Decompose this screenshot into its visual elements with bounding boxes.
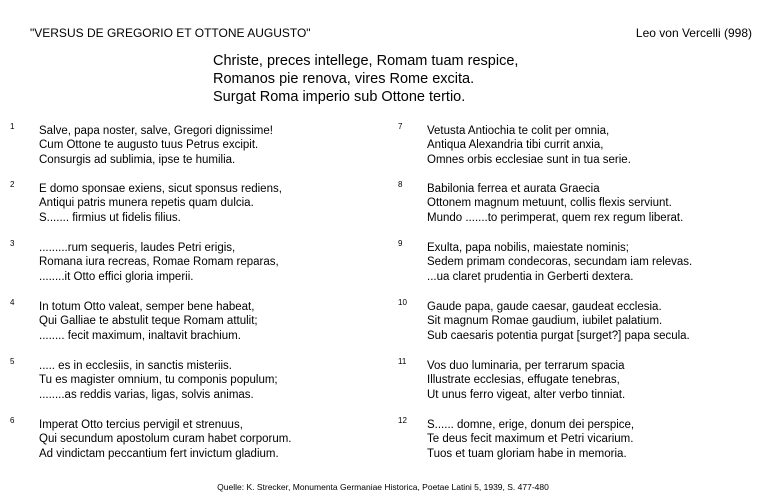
verse-line: Sub caesaris potentia purgat [surget?] papa secula. xyxy=(427,329,690,342)
verse-line: Tuos et tuam gloriam habe in memoria. xyxy=(427,447,627,460)
stanza-number: 6 xyxy=(10,416,15,425)
verse-line: Imperat Otto tercius pervigil et strenuus, xyxy=(39,419,243,431)
stanza-number: 8 xyxy=(398,180,403,189)
poem-title: "VERSUS DE GREGORIO ET OTTONE AUGUSTO" xyxy=(30,26,311,40)
stanza-number: 9 xyxy=(398,239,403,248)
source-citation: Quelle: K. Strecker, Monumenta Germaniae Historica, Poetae Latini 5, 1939, S. 477-480 xyxy=(217,482,549,492)
verse-line: Vetusta Antiochia te colit per omnia, xyxy=(427,125,610,137)
verse-line: .........rum sequeris, laudes Petri erigis, xyxy=(39,242,236,254)
verse-line: Te deus fecit maximum et Petri vicarium. xyxy=(427,433,634,446)
verse-line: Sedem primam condecoras, secundam iam relevas. xyxy=(427,256,693,269)
verse-line: Antiqui patris munera repetis quam dulcia. xyxy=(39,197,254,210)
verse-line: In totum Otto valeat, semper bene habeat, xyxy=(39,301,255,313)
stanza-number: 4 xyxy=(10,298,15,307)
verse-line: S....... firmius ut fidelis filius. xyxy=(39,211,181,224)
refrain xyxy=(213,52,518,106)
verse-line: Ut unus ferro vigeat, alter verbo tinniat. xyxy=(427,388,626,401)
verse-line: Cum Ottone te augusto tuus Petrus excipit. xyxy=(39,139,259,152)
verse-line: Ad vindictam peccantium fert invictum gladium. xyxy=(39,447,279,460)
stanza-number: 3 xyxy=(10,239,15,248)
refrain-line: Christe, preces intellege, Romam tuam respice, xyxy=(213,53,519,69)
verse-line: Salve, papa noster, salve, Gregori dignissime! xyxy=(39,125,273,137)
verse-line: Romana iura recreas, Romae Romam reparas, xyxy=(39,256,279,269)
verse-line: Ottonem magnum metuunt, collis flexis serviunt. xyxy=(427,197,672,210)
refrain-line: Romanos pie renova, vires Rome excita. xyxy=(213,71,475,87)
verse-line: ..... es in ecclesiis, in sanctis misteriis. xyxy=(39,360,232,372)
verse-line: Qui secundum apostolum curam habet corporum. xyxy=(39,433,292,446)
stanza-number: 1 xyxy=(10,122,15,131)
refrain-line: Surgat Roma imperio sub Ottone tertio. xyxy=(213,89,466,105)
verse-line: E domo sponsae exiens, sicut sponsus rediens, xyxy=(39,183,282,195)
verse-line: Exulta, papa nobilis, maiestate nominis; xyxy=(427,242,629,254)
verse-line: Antiqua Alexandria tibi currit anxia, xyxy=(427,139,604,152)
stanza-number: 11 xyxy=(398,357,407,366)
verse-line: Vos duo luminaria, per terrarum spacia xyxy=(427,360,625,372)
verse-line: ........as reddis varias, ligas, solvis animas. xyxy=(39,388,254,401)
verse-line: Mundo .......to perimperat, quem rex regum liberat. xyxy=(427,211,684,224)
verse-line: S...... domne, erige, donum dei perspice, xyxy=(427,419,635,431)
verse-line: Omnes orbis ecclesiae sunt in tua serie. xyxy=(427,153,631,166)
verse-line: ...ua claret prudentia in Gerberti dextera. xyxy=(427,270,634,283)
verse-line: Qui Galliae te abstulit teque Romam attulit; xyxy=(39,315,258,328)
stanza-number: 10 xyxy=(398,298,407,307)
verse-line: Consurgis ad sublimia, ipse te humilia. xyxy=(39,153,236,166)
verse-line: Babilonia ferrea et aurata Graecia xyxy=(427,183,600,195)
stanza-number: 2 xyxy=(10,180,15,189)
verse-line: ........ fecit maximum, inaltavit brachium. xyxy=(39,329,241,342)
verse-line: Illustrate ecclesias, effugate tenebras, xyxy=(427,374,620,387)
poem-author: Leo von Vercelli (998) xyxy=(635,26,752,40)
verse-line: Gaude papa, gaude caesar, gaudeat ecclesia. xyxy=(427,301,662,313)
verse-line: ........it Otto effici gloria imperii. xyxy=(39,270,194,283)
stanza-number: 12 xyxy=(398,416,407,425)
verse-line: Sit magnum Romae gaudium, iubilet palatium. xyxy=(427,315,663,328)
stanza-number: 7 xyxy=(398,122,403,131)
verse-line: Tu es magister omnium, tu componis populum; xyxy=(39,374,278,387)
stanza-number: 5 xyxy=(10,357,15,366)
